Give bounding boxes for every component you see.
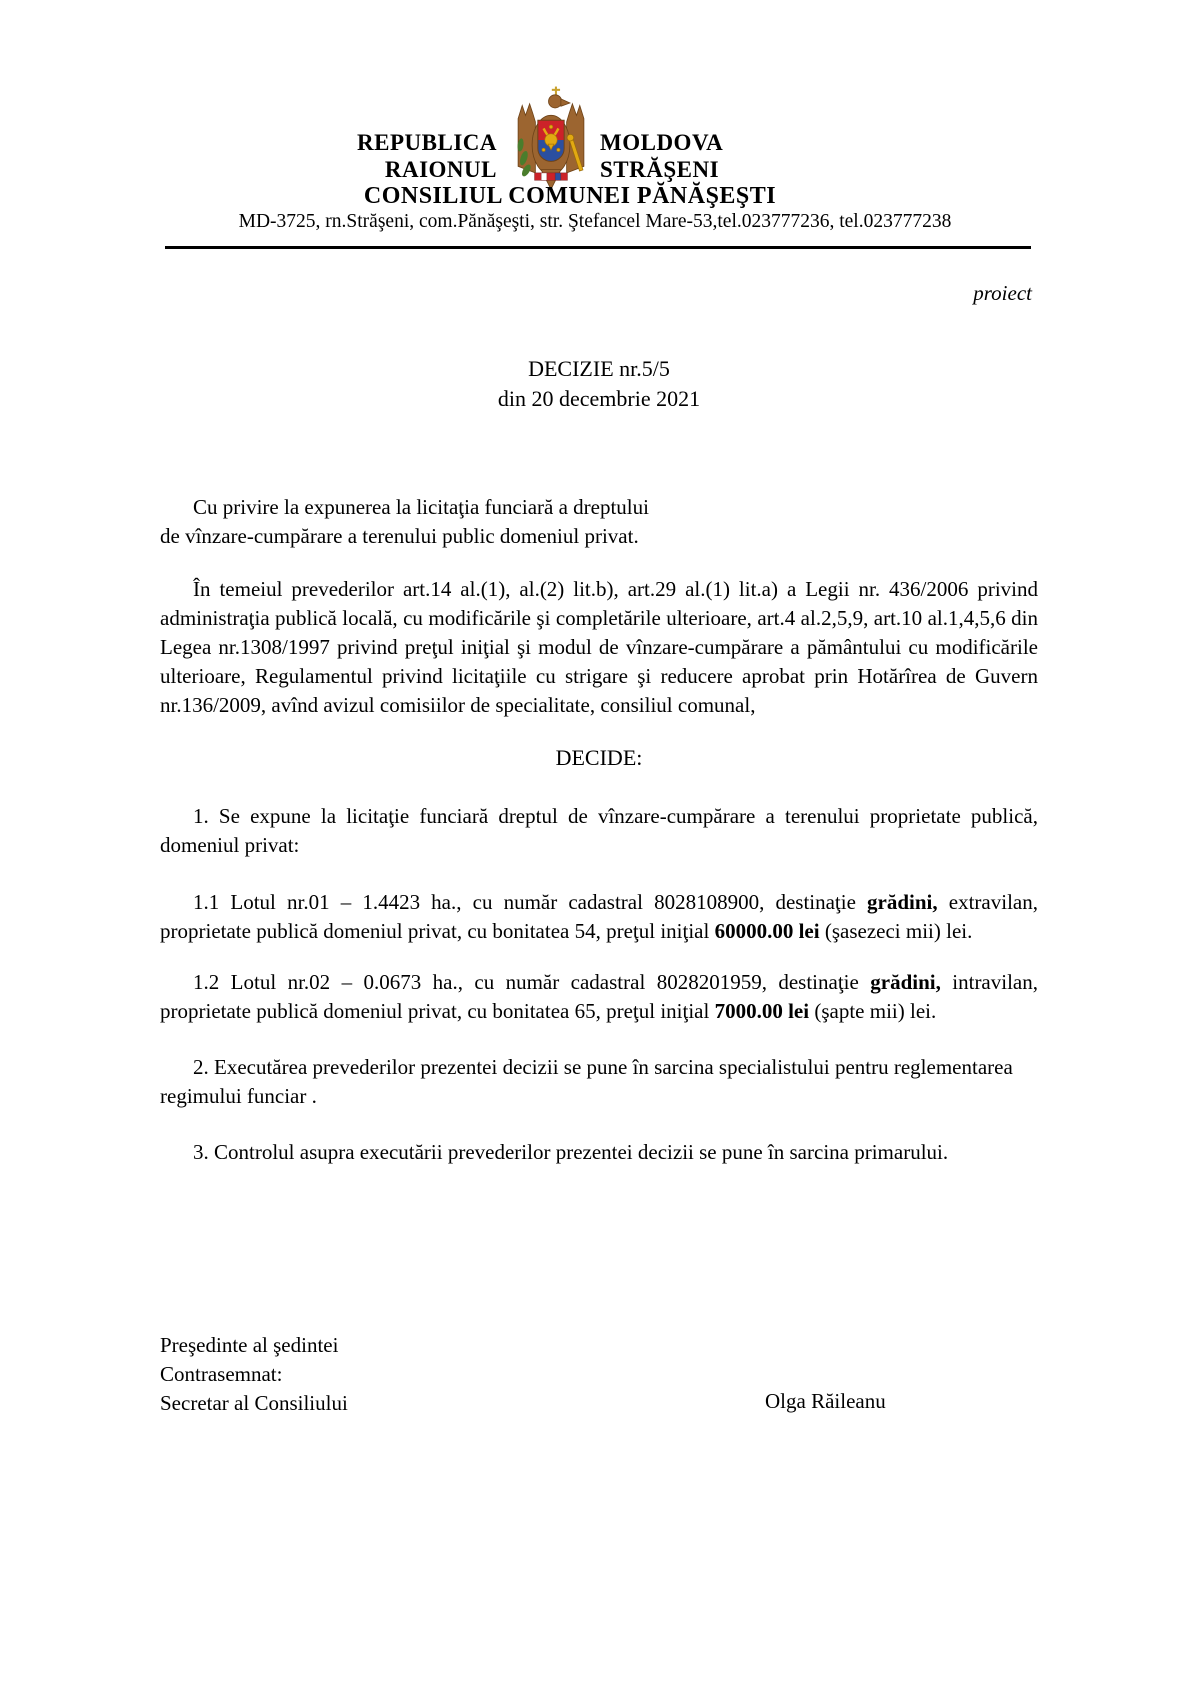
preamble-paragraph: În temeiul prevederilor art.14 al.(1), al.(2) lit.b), art.29 al.(1) lit.a) a Legii nr. 436/2006 privind administraţia publică locală, cu modificările şi completările ulterioare, art.4 al.2,5,9, art.10 al.1,4,5,6 din Legea nr.1308/1997 privind preţul iniţial şi modul de vînzare-cumpărare a pământului cu modificările ulterioare, Regulamentul privind licitaţiile cu strigare şi reducere aprobat prin Hotărîrea de Guvern nr.136/2009, avînd avizul comisiilor de specialitate, consiliul comunal, <box>160 577 1038 717</box>
item-1-2-text: 1.2 Lotul nr.02 – 0.0673 ha., cu număr cadastral 8028201959, destinaţie <box>193 970 871 994</box>
item-1-1-destination: grădini, <box>867 890 938 914</box>
signature-secretary-name: Olga Răileanu <box>765 1389 886 1413</box>
decision-item-1-1 <box>160 888 1038 946</box>
item-1-2-destination: grădini, <box>870 970 941 994</box>
decision-date: din 20 decembrie 2021 <box>497 386 701 411</box>
header-straseni-label: STRĂŞENI <box>600 157 720 182</box>
signature-block <box>160 1331 1060 1418</box>
decide-label: DECIDE: <box>555 745 643 770</box>
item-1-2-text-2: intravilan, proprietate publică domeniul privat, cu bonitatea 65, preţul iniţial <box>160 970 1038 1023</box>
header-raionul-label: RAIONUL <box>384 157 497 182</box>
signature-president-label: Preşedinte al şedintei <box>160 1333 339 1357</box>
decision-item-2: 2. Executărea prevederilor prezentei decizii se pune în sarcina specialistului pentru reglementarea regimului funciar . <box>160 1055 1013 1108</box>
item-1-1-text-3: (şasezeci mii) lei. <box>819 919 973 943</box>
subject-line-2: de vînzare-cumpărare a terenului public domeniul privat. <box>160 524 639 548</box>
header-council-title: CONSILIUL COMUNEI PĂNĂŞEŞTI <box>363 183 777 209</box>
item-1-2-text-3: (şapte mii) lei. <box>809 999 937 1023</box>
header-moldova-label: MOLDOVA <box>600 130 724 155</box>
item-1-1-text: 1.1 Lotul nr.01 – 1.4423 ha., cu număr cadastral 8028108900, destinaţie <box>193 890 868 914</box>
header-address: MD-3725, rn.Străşeni, com.Pănăşeşti, str. Ştefancel Mare-53,tel.023777236, tel.023777238 <box>238 211 952 232</box>
signature-secretary-label: Secretar al Consiliului <box>160 1391 348 1415</box>
decision-item-3: 3. Controlul asupra executării prevederilor prezentei decizii se pune în sarcina primarului. <box>193 1140 949 1164</box>
item-1-1-text-2: extravilan, proprietate publică domeniul privat, cu bonitatea 54, preţul iniţial <box>160 890 1038 943</box>
header-row-1 <box>0 130 1190 158</box>
subject-paragraph <box>160 493 1038 551</box>
item-1-1-price: 60000.00 lei <box>714 919 820 943</box>
header-row-2 <box>0 157 1190 185</box>
header-republica-label: REPUBLICA <box>357 130 497 155</box>
subject-line-1: Cu privire la expunerea la licitaţia funciară a dreptului <box>193 495 649 519</box>
decision-title: DECIZIE nr.5/5 <box>528 356 670 381</box>
decision-item-1-2 <box>160 968 1038 1026</box>
item-1-2-price: 7000.00 lei <box>714 999 810 1023</box>
decision-item-1: 1. Se expune la licitaţie funciară dreptul de vînzare-cumpărare a terenului proprietate publică, domeniul privat: <box>160 804 1038 857</box>
header-divider-rule <box>165 246 1031 249</box>
signature-countersigned-label: Contrasemnat: <box>160 1362 283 1386</box>
draft-annotation: proiect <box>973 281 1032 305</box>
